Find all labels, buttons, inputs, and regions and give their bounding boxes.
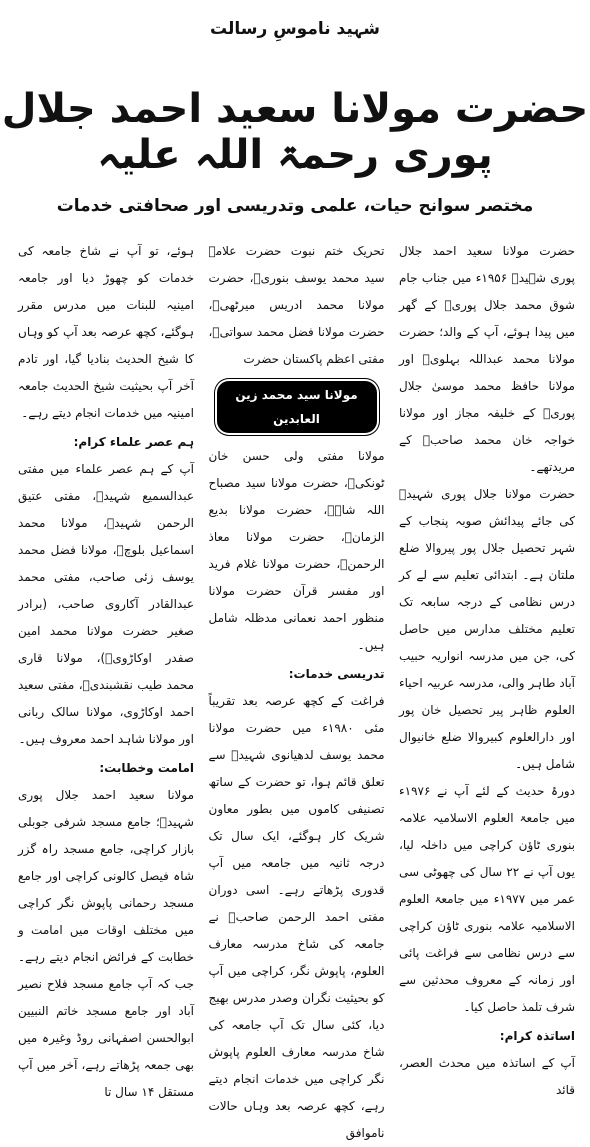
paragraph: مولانا سعید احمد جلال پوری شہیدؒ؛ جامع مسجد شرفی جوبلی بازار کراچی، جامع مسجد راہ گزر شاہ فیصل کالونی کراچی اور جامع مسجد رحمانی پاپوش نگر کراچی میں مختلف اوقات میں امامت و خطابت کے فرائض انجام دیتے رہے۔ جب کہ آپ جامع مسجد فلاح نصیر آباد اور جامع مسجد خاتم النبیین ابوالحسن اصفہانی روڈ وغیرہ میں بھی جمعہ پڑھاتے رہے، آخر میں آپ مستقل ۱۴ سال تا [18,788,194,1099]
kicker-heading: شہید ناموسِ رسالت [210,19,380,39]
section-heading: امامت وخطابت: [99,761,194,775]
paragraph: فراغت کے کچھ عرصہ بعد تقریباً مئی ۱۹۸۰ء میں حضرت مولانا محمد یوسف لدھیانوی شہیدؒ سے تعلق قائم ہوا، تو حضرت کے ساتھ تصنیفی کاموں میں بطور معاون شریک کار ہوگئے، ایک سال تک درجہ ثانیہ میں جامعہ میں آپ قدوری پڑھاتے رہے۔ اسی دوران مفتی احمد الرحمن صاحبؒ نے جامعہ کی شاخ مدرسہ معارف العلوم، پاپوش نگر، کراچی میں آپ کو بحیثیت نگران وصدر مدرس بھیج دیا، کئی سال تک آپ جامعہ کی شاخ مدرسہ معارف العلوم پاپوش نگر کراچی میں خدمات انجام دیتے رہے، کچھ عرصہ بعد وہاں حالات ناموافق [208,694,385,1140]
section-heading: اساتذہ کرام: [499,1029,575,1043]
section-heading: تدریسی خدمات: [288,667,385,681]
article-subtitle: مختصر سوانح حیات، علمی وتدریسی اور صحافتی خدمات [56,196,534,216]
column-middle [208,238,385,1140]
column-right [399,238,576,1097]
text-columns [18,238,576,1140]
paragraph: حضرت مولانا جلال پوری شہیدؒ کی جائے پیدائش صوبہ پنجاب کے شہر تحصیل جلال پور پیروالا ضلع ملتان ہے۔ ابتدائی تعلیم سے لے کر درس نظامی کے درجہ سابعہ تک تعلیم مختلف مدارس میں حاصل کی، جن میں مدرسہ انواریہ حبیب آباد طاہر والی، مدرسہ عربیہ احیاء العلوم ظاہر پیر تحصیل خان پور اور دارالعلوم کبیروالا ضلع خانیوال شامل ہیں۔ [399,487,575,771]
paragraph: ہوئے، تو آپ نے شاخ جامعہ کی خدمات کو چھوڑ دیا اور جامعہ امینیہ للبنات میں مدرس مقرر ہوگئے، کچھ عرصہ بعد آپ کو وہاں کا شیخ الحدیث بنادیا گیا، اور تادم آخر آپ بحیثیت شیخ الحدیث جامعہ امینیہ میں خدمات انجام دیتے رہے۔ [18,244,194,420]
column-left [18,238,194,1099]
paragraph: تحریک ختم نبوت حضرت علامہ سید محمد یوسف بنوریؒ، حضرت مولانا محمد ادریس میرٹھیؒ، حضرت مولانا فضل محمد سواتیؒ، مفتی اعظم پاکستان حضرت [208,244,385,366]
article-title: حضرت مولانا سعید احمد جلال پوری رحمۃ اللہ علیہ [1,86,589,178]
paragraph: حضرت مولانا سعید احمد جلال پوری شہیدؒ ۱۹۵۶ء میں جناب جام شوق محمد جلال پوریؒ کے گھر میں پیدا ہوئے، آپ کے والد؛ حضرت مولانا محمد عبداللہ بہلویؒ اور مولانا حافظ محمد موسیٰ جلال پوریؒ کے خلیفہ مجاز اور مولانا خواجہ خان محمد صاحبؒ کے مریدتھے۔ [399,244,576,474]
paragraph: آپ کے اساتذہ میں محدث العصر، قائد [399,1056,575,1097]
paragraph: مولانا مفتی ولی حسن خان ٹونکیؒ، حضرت مولانا سید مصباح اللہ شاہؒ، حضرت مولانا بدیع الزمانؒ، حضرت مولانا معاذ الرحمنؒ، حضرت مولانا غلام فرید اور مفسر قرآن حضرت مولانا منظور احمد نعمانی مدظلہ شامل ہیں۔ [208,449,385,652]
paragraph: دورۂ حدیث کے لئے آپ نے ۱۹۷۶ء میں جامعۃ العلوم الاسلامیہ علامہ بنوری ٹاؤن کراچی میں داخلہ لیا، یوں آپ نے ۲۲ سال کی چھوٹی سی عمر میں ۱۹۷۷ء میں جامعۃ العلوم الاسلامیہ علامہ بنوری ٹاؤن کراچی سے درس نظامی سے فراغت پائی اور زمانہ کے معروف محدثین سے شرف تلمذ حاصل کیا۔ [399,784,576,1014]
author-byline: مولانا سید محمد زین العابدین [217,381,377,433]
section-heading: ہم عصر علماء کرام: [73,435,194,449]
paragraph: آپ کے ہم عصر علماء میں مفتی عبدالسمیع شہیدؒ، مفتی عتیق الرحمن شہیدؒ، مولانا محمد اسماعیل بلوچؒ، مولانا فضل محمد یوسف زئی صاحب، مفتی محمد عبدالقادر آکاروی صاحب، (برادر صغیر حضرت مولانا محمد امین صفدر اوکاڑویؒ)، مولانا قاری محمد طیب نقشبندیؒ، مفتی سعید احمد اوکاڑوی، مولانا سالک ربانی اور مولانا شاہد احمد معروف ہیں۔ [18,462,194,746]
